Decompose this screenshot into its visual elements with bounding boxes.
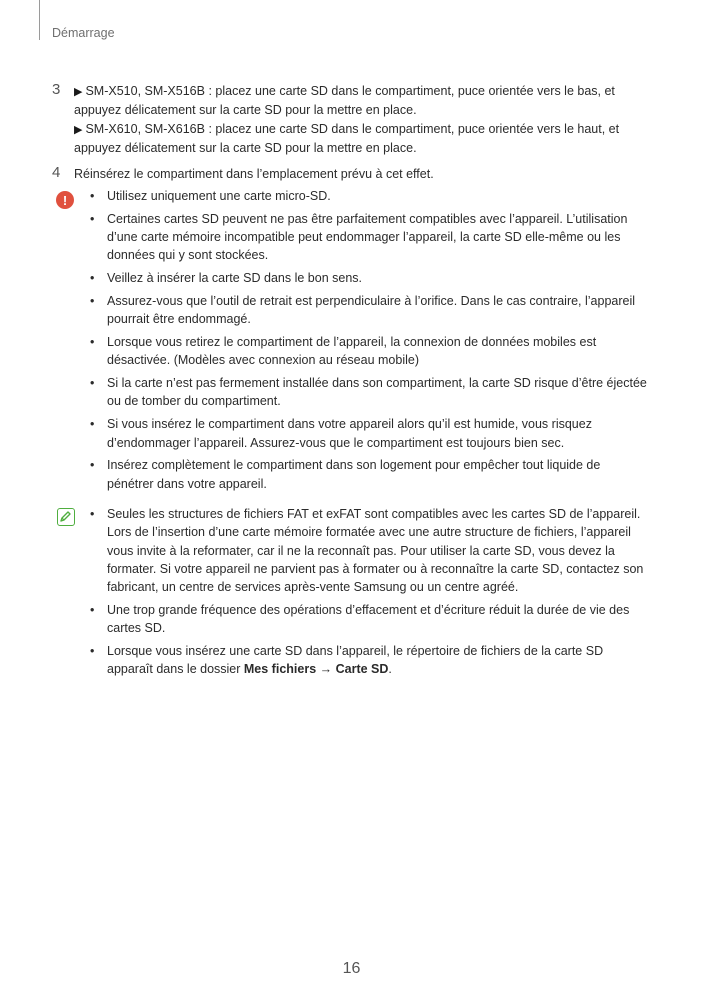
- list-item: • Insérez complètement le compartiment dans son logement pour empêcher tout liquide de pénétrer dans votre appareil.: [88, 456, 648, 493]
- note-icon: [57, 508, 75, 526]
- list-item: • Une trop grande fréquence des opérations d’effacement et d’écriture réduit la durée de vie des cartes SD.: [88, 601, 648, 638]
- step-number: 4: [52, 164, 61, 181]
- step-text: : placez une carte SD dans le compartiment, puce orientée vers le haut, et appuyez délicatement sur la carte SD pour la mettre en place.: [74, 121, 620, 155]
- list-item: • Veillez à insérer la carte SD dans le bon sens.: [88, 269, 648, 287]
- caution-list: [88, 187, 648, 497]
- page-number: 16: [342, 960, 361, 977]
- step-line-1: [74, 82, 634, 120]
- item-text: .: [388, 662, 392, 677]
- step-body: [74, 165, 634, 183]
- list-item: [88, 642, 648, 679]
- item-text: Lorsque vous insérez une carte SD dans l’appareil, le répertoire de fichiers de la carte SD apparaît dans le dossier: [107, 644, 604, 677]
- note-list: [88, 505, 648, 683]
- section-header: Démarrage: [52, 26, 115, 40]
- triangle-icon: ▶: [74, 86, 83, 98]
- step-text: Réinsérez le compartiment dans l’emplacement prévu à cet effet.: [74, 167, 434, 181]
- list-item: • Certaines cartes SD peuvent ne pas être parfaitement compatibles avec l’appareil. L’utilisation d’une carte mémoire incompatible peut endommager l’appareil, la carte SD elle-même ou les données qui y sont stockées.: [88, 210, 648, 265]
- model-label: SM-X510, SM-X516B: [85, 84, 205, 98]
- arrow-icon: →: [316, 662, 336, 677]
- list-item: • Seules les structures de fichiers FAT et exFAT sont compatibles avec les cartes SD de l’appareil. Lors de l’insertion d’une carte mémoire formatée avec une autre structure de fichiers, l’appareil vous invite à la reformater, car il ne la reconnaît pas. Pour utiliser la carte SD, vous devez la formater. Si votre appareil ne parvient pas à formater ou à reconnaître la carte SD, contactez son fabricant, un centre de services après-vente Samsung ou un centre agréé.: [88, 505, 648, 596]
- step-body: [74, 82, 634, 157]
- list-item: • Lorsque vous retirez le compartiment de l’appareil, la connexion de données mobiles est désactivée. (Modèles avec connexion au réseau mobile): [88, 333, 648, 370]
- list-item: • Assurez-vous que l’outil de retrait est perpendiculaire à l’orifice. Dans le cas contraire, l’appareil pourrait être endommagé.: [88, 292, 648, 329]
- list-item: • Utilisez uniquement une carte micro-SD.: [88, 187, 648, 205]
- caution-icon: !: [56, 191, 74, 209]
- menu-path-sd-card: Carte SD: [335, 662, 389, 677]
- step-text: : placez une carte SD dans le compartiment, puce orientée vers le bas, et appuyez délicatement sur la carte SD pour la mettre en place.: [74, 84, 615, 118]
- step-number: 3: [52, 81, 61, 98]
- triangle-icon: ▶: [74, 123, 83, 136]
- model-label: SM-X610, SM-X616B: [85, 121, 205, 136]
- header-rule: [39, 0, 40, 40]
- step-line-2: [74, 120, 634, 158]
- list-item: • Si la carte n’est pas fermement installée dans son compartiment, la carte SD risque d’être éjectée ou de tomber du compartiment.: [88, 374, 648, 411]
- list-item: • Si vous insérez le compartiment dans votre appareil alors qu’il est humide, vous risquez d’endommager l’appareil. Assurez-vous que le compartiment est toujours bien sec.: [88, 415, 648, 452]
- menu-path-my-files: Mes fichiers: [243, 662, 317, 677]
